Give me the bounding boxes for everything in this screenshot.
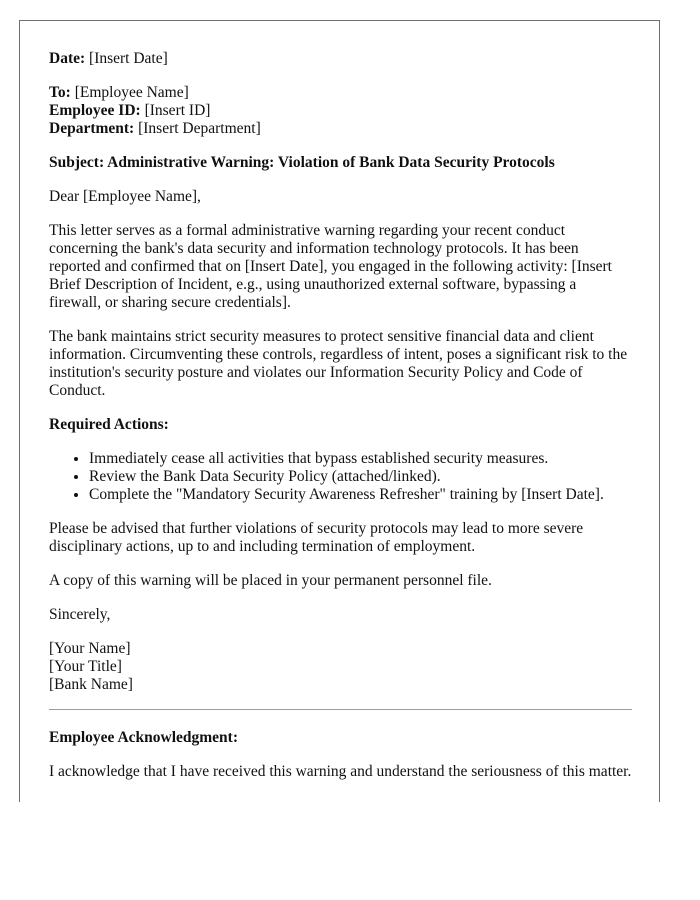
to-line	[49, 84, 632, 102]
department-value: [Insert Department]	[138, 120, 261, 137]
employee-id-value: [Insert ID]	[144, 102, 211, 119]
to-value: [Employee Name]	[74, 84, 189, 101]
letter-content	[49, 50, 632, 797]
required-action-item: • Immediately cease all activities that bypass established security measures.	[89, 450, 632, 468]
body-paragraph-1: This letter serves as a formal administrative warning regarding your recent conduct concerning the bank's data security and information technology protocols. It has been reported and confirmed that on [Insert Date], you engaged in the following activity: [Insert Brief Description of Incident, e.g., using unauthorized external software, bypassing a firewall, or sharing secure credentials].	[49, 222, 612, 311]
bank-name: [Bank Name]	[49, 676, 133, 693]
acknowledgment-text: I acknowledge that I have received this warning and understand the seriousness of this matter.	[49, 763, 632, 780]
to-label: To:	[49, 84, 71, 101]
body-paragraph-4: A copy of this warning will be placed in your permanent personnel file.	[49, 572, 492, 589]
body-paragraph-3: Please be advised that further violations of security protocols may lead to more severe disciplinary actions, up to and including termination of employment.	[49, 520, 584, 555]
body-paragraph-2: The bank maintains strict security measures to protect sensitive financial data and client information. Circumventing these controls, regardless of intent, poses a significant risk to the institution's security posture and violates our Information Security Policy and Code of Conduct.	[49, 328, 628, 399]
required-action-item: • Complete the "Mandatory Security Awareness Refresher" training by [Insert Date].	[89, 486, 632, 504]
salutation: Dear [Employee Name],	[49, 188, 201, 205]
department-label: Department:	[49, 120, 135, 137]
date-value: [Insert Date]	[89, 50, 168, 67]
divider	[49, 709, 632, 710]
department-line	[49, 120, 632, 138]
signer-title: [Your Title]	[49, 658, 122, 675]
signature-block	[49, 640, 632, 694]
letter-page	[19, 20, 660, 802]
valediction: Sincerely,	[49, 606, 111, 623]
required-action-item: • Review the Bank Data Security Policy (attached/linked).	[89, 468, 632, 486]
date-label: Date:	[49, 50, 86, 67]
recipient-block	[49, 84, 632, 138]
employee-id-label: Employee ID:	[49, 102, 141, 119]
date-line	[49, 50, 632, 68]
signer-name: [Your Name]	[49, 640, 131, 657]
acknowledgment-heading: Employee Acknowledgment:	[49, 729, 239, 746]
required-actions-list	[49, 450, 632, 504]
employee-id-line	[49, 102, 632, 120]
required-actions-heading: Required Actions:	[49, 416, 169, 433]
subject-line: Subject: Administrative Warning: Violation of Bank Data Security Protocols	[49, 154, 555, 171]
